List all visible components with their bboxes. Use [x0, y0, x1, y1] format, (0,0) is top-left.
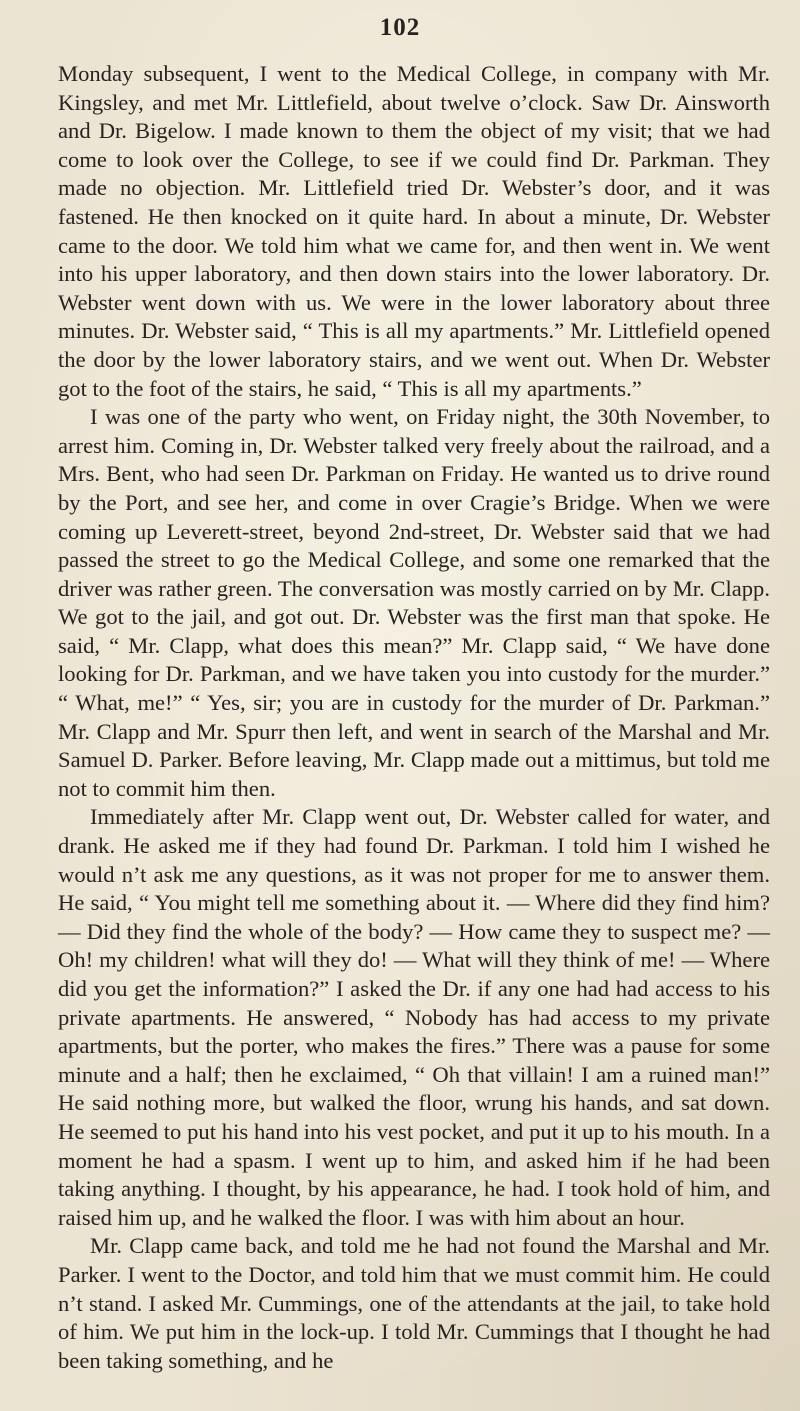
paragraph: I was one of the party who went, on Friday night, the 30th November, to arrest him. Coming in, Dr. Webster talked very freely about the railroad, and a Mrs. Bent, who had seen Dr. Parkman on Friday. He wanted us to drive round by the Port, and see her, and come in over Cragie’s Bridge. When we were coming up Leverett-street, beyond 2nd-street, Dr. Webster said that we had passed the street to go the Medical College, and some one remarked that the driver was rather green. The conversation was mostly carried on by Mr. Clapp. We got to the jail, and got out. Dr. Webster was the first man that spoke. He said, “ Mr. Clapp, what does this mean?” Mr. Clapp said, “ We have done looking for Dr. Parkman, and we have taken you into custody for the murder.” “ What, me!” “ Yes, sir; you are in custody for the murder of Dr. Parkman.” Mr. Clapp and Mr. Spurr then left, and went in search of the Marshal and Mr. Samuel D. Parker. Before leaving, Mr. Clapp made out a mittimus, but told me not to commit him then.: [58, 404, 770, 801]
paragraph: Immediately after Mr. Clapp went out, Dr. Webster called for water, and drank. He asked me if they had found Dr. Parkman. I told him I wished he would n’t ask me any questions, as it was not proper for me to answer them. He said, “ You might tell me something about it. — Where did they find him? — Did they find the whole of the body? — How came they to suspect me? — Oh! my children! what will they do! — What will they think of me! — Where did you get the information?” I asked the Dr. if any one had had access to his private apartments. He answered, “ Nobody has had access to my private apartments, but the porter, who makes the fires.” There was a pause for some minute and a half; then he exclaimed, “ Oh that villain! I am a ruined man!” He said nothing more, but walked the floor, wrung his hands, and sat down. He seemed to put his hand into his vest pocket, and put it up to his mouth. In a moment he had a spasm. I went up to him, and asked him if he had been taking anything. I thought, by his appearance, he had. I took hold of him, and raised him up, and he walked the floor. I was with him about an hour.: [58, 804, 770, 1230]
paragraph: Monday subsequent, I went to the Medical College, in company with Mr. Kingsley, and met Mr. Littlefield, about twelve o’clock. Saw Dr. Ainsworth and Dr. Bigelow. I made known to them the object of my visit; that we had come to look over the College, to see if we could find Dr. Parkman. They made no objection. Mr. Littlefield tried Dr. Webster’s door, and it was fastened. He then knocked on it quite hard. In about a minute, Dr. Webster came to the door. We told him what we came for, and then went in. We went into his upper laboratory, and then down stairs into the lower laboratory. Dr. Webster went down with us. We were in the lower laboratory about three minutes. Dr. Webster said, “ This is all my apartments.” Mr. Littlefield opened the door by the lower laboratory stairs, and we went out. When Dr. Webster got to the foot of the stairs, he said, “ This is all my apartments.”: [58, 61, 770, 401]
page-number: 102: [379, 14, 421, 41]
body-text: [58, 60, 770, 1375]
paragraph: Mr. Clapp came back, and told me he had not found the Marshal and Mr. Parker. I went to the Doctor, and told him that we must commit him. He could n’t stand. I asked Mr. Cummings, one of the attendants at the jail, to take hold of him. We put him in the lock-up. I told Mr. Cummings that I thought he had been taking something, and he: [58, 1233, 770, 1373]
